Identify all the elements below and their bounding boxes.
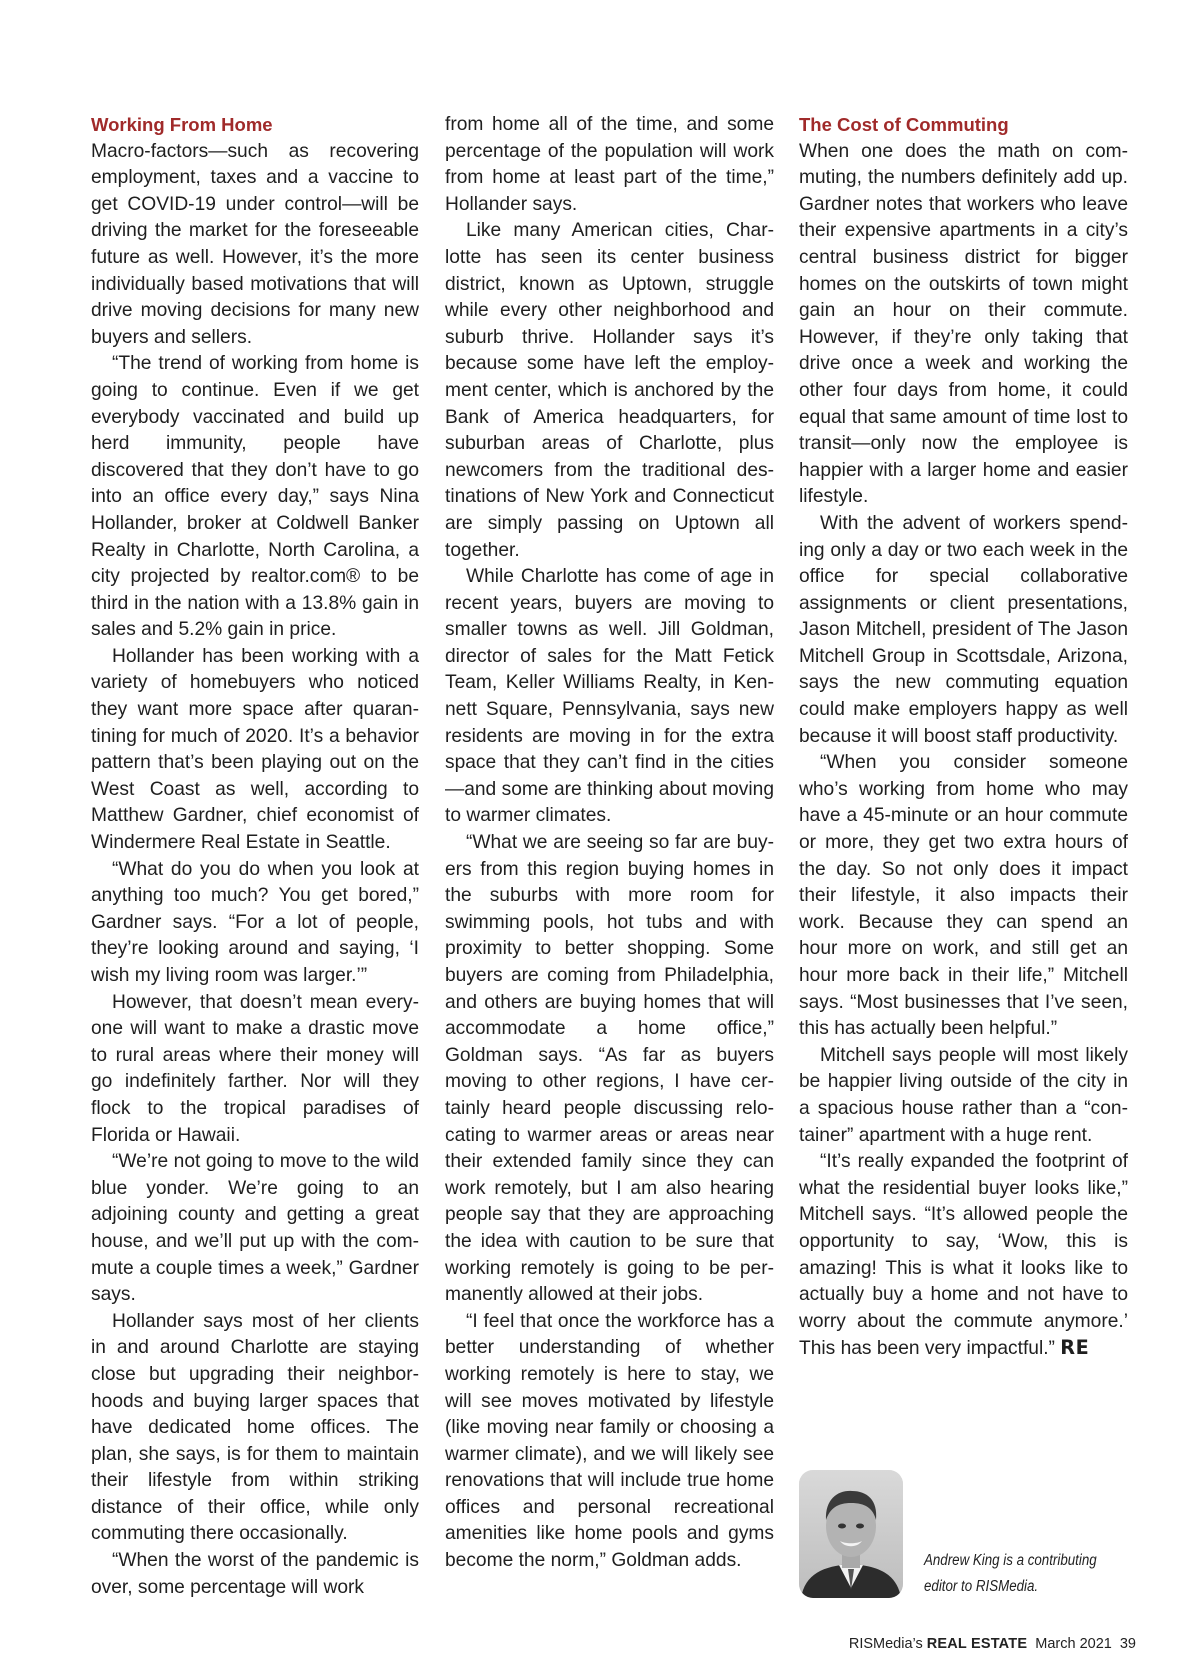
page-number: 39 — [1119, 1636, 1136, 1652]
author-caption: Andrew King is a contributing editor to RISMedia. — [924, 1552, 1097, 1595]
publication-brand: REAL ESTATE — [926, 1636, 1028, 1652]
paragraph: “The trend of working from home is going to continue. Even if we get everybody vaccinated and build up herd immunity, people have discovered that they don’t have to go into an office every day,” says Nina Hollander, broker at Coldwell Banker Realty in Charlotte, North Carolina, a city projected by realtor.com® to be third in the nation with a 13.8% gain in sales and 5.2% gain in price. — [91, 353, 419, 641]
paragraph: “We’re not going to move to the wild blue yonder. We’re going to an adjoining county and getting a great house, and we’ll put up with the commute a couple times a week,” Gardner says. — [91, 1151, 419, 1306]
paragraph: “When the worst of the pandemic is over, some percentage will work — [91, 1550, 419, 1598]
author-photo — [799, 1470, 903, 1598]
paragraph: While Charlotte has come of age in recent years, buyers are moving to smaller towns as well. Jill Goldman, director of sales for the Matt Fetick Team, Keller Williams Realty, in Kennett Square, Pennsylvania, says new residents are moving in for the extra space that they can’t find in the cities—and some are thinking about moving to warmer climates. — [445, 566, 774, 827]
paragraph: Macro-factors—such as recovering employment, taxes and a vaccine to get COVID-19 under control—will be driving the market for the foreseeable future as well. However, it’s the more individually based motivations that will drive moving decisions for many new buyers and sellers. — [91, 140, 419, 348]
end-mark: RE — [1060, 1336, 1090, 1360]
article-column-3 — [799, 112, 1128, 1363]
paragraph: “What we are seeing so far are buyers from this region buying homes in the suburbs with more room for swimming pools, hot tubs and with proximity to better shopping. Some buyers are coming from Philadelphia, and others are buying homes that will accommodate a home office,” Goldman says. “As far as buyers moving to other regions, I have certainly heard people discussing relocating to warmer areas or areas near their extended family since they can work remotely, but I am also hearing people say that they are approaching the idea with caution to be sure that working remotely is going to be permanently allowed at their jobs. — [445, 832, 774, 1306]
paragraph: Hollander says most of her clients in and around Charlotte are staying close but upgrading their neighborhoods and buying larger spaces that have dedicated home offices. The plan, she says, is for them to maintain their lifestyle from within striking distance of their office, while only commuting there occasionally. — [91, 1310, 419, 1545]
paragraph: “What do you do when you look at anything too much? You get bored,” Gardner says. “For a lot of people, they’re looking around and saying, ‘I wish my living room was larger.’” — [91, 858, 419, 986]
issue-date: March 2021 — [1035, 1636, 1112, 1652]
paragraph: When one does the math on commuting, the numbers definitely add up. Gardner notes that workers who leave their expensive apartments in a city’s central business district for bigger homes on the outskirts of town might gain an hour on their commute. However, if they’re only taking that drive once a week and working the other four days from home, it could equal that same amount of time lost to transit—only now the employee is happier with a larger home and easier lifestyle. — [799, 140, 1128, 508]
page-footer — [845, 1636, 1136, 1652]
paragraph: Hollander has been working with a variety of homebuyers who noticed they want more space after quarantining for much of 2020. It’s a behavior pattern that’s been playing out on the West Coast as well, according to Matthew Gardner, chief economist of Windermere Real Estate in Seattle. — [91, 645, 419, 854]
paragraph: However, that doesn’t mean everyone will want to make a drastic move to rural areas where their money will go indefinitely farther. Nor will they flock to the tropical paradises of Florida or Hawaii. — [91, 991, 419, 1146]
publication-name: RISMedia’s — [848, 1636, 923, 1652]
paragraph — [799, 1149, 1128, 1363]
section-heading-cost-of-commuting: The Cost of Commuting — [799, 114, 1009, 135]
author-portrait-icon — [799, 1470, 903, 1598]
paragraph: Like many American cities, Charlotte has seen its center business district, known as Uptown, struggle while every other neighborhood and suburb thrive. Hollander says it’s because some have left the employment center, which is anchored by the Bank of America headquarters, for suburban areas of Charlotte, plus newcomers from the traditional destinations of New York and Connecticut are simply passing on Uptown all together. — [445, 220, 774, 561]
section-heading-working-from-home: Working From Home — [91, 114, 273, 135]
article-column-1 — [91, 112, 419, 1601]
paragraph: from home all of the time, and some percentage of the population will work from home at least part of the time,” Hollander says. — [445, 114, 774, 215]
article-column-2 — [445, 112, 774, 1575]
paragraph-text: “It’s really expanded the footprint of what the residential buyer looks like,” Mitchell says. “It’s allowed people the opportunity to say, ‘Wow, this is amazing! This is what it looks like to actually buy a home and not have to worry about the commute anymore.’ This has been very impactful.” — [799, 1151, 1128, 1360]
paragraph: With the advent of workers spending only a day or two each week in the office for special collaborative assignments or client presentations, Jason Mitchell, president of The Jason Mitchell Group in Scottsdale, Arizona, says the new commuting equation could make employers happy as well because it will boost staff productivity. — [799, 512, 1128, 747]
paragraph: “When you consider someone who’s working from home who may have a 45-minute or an hour commute or more, they get two extra hours of the day. So not only does it impact their lifestyle, it also impacts their work. Because they can spend an hour more on work, and still get an hour more back in their life,” Mitchell says. “Most businesses that I’ve seen, this has actually been helpful.” — [799, 752, 1128, 1040]
paragraph: Mitchell says people will most likely be happier living outside of the city in a spacious house rather than a “container” apartment with a huge rent. — [799, 1044, 1128, 1146]
paragraph: “I feel that once the workforce has a better understanding of whether working remotely is here to stay, we will see moves motivated by lifestyle (like moving near family or choosing a warmer climate), and we will likely see renovations that will include true home offices and personal recreational amenities like home pools and gyms become the norm,” Goldman adds. — [445, 1310, 774, 1572]
